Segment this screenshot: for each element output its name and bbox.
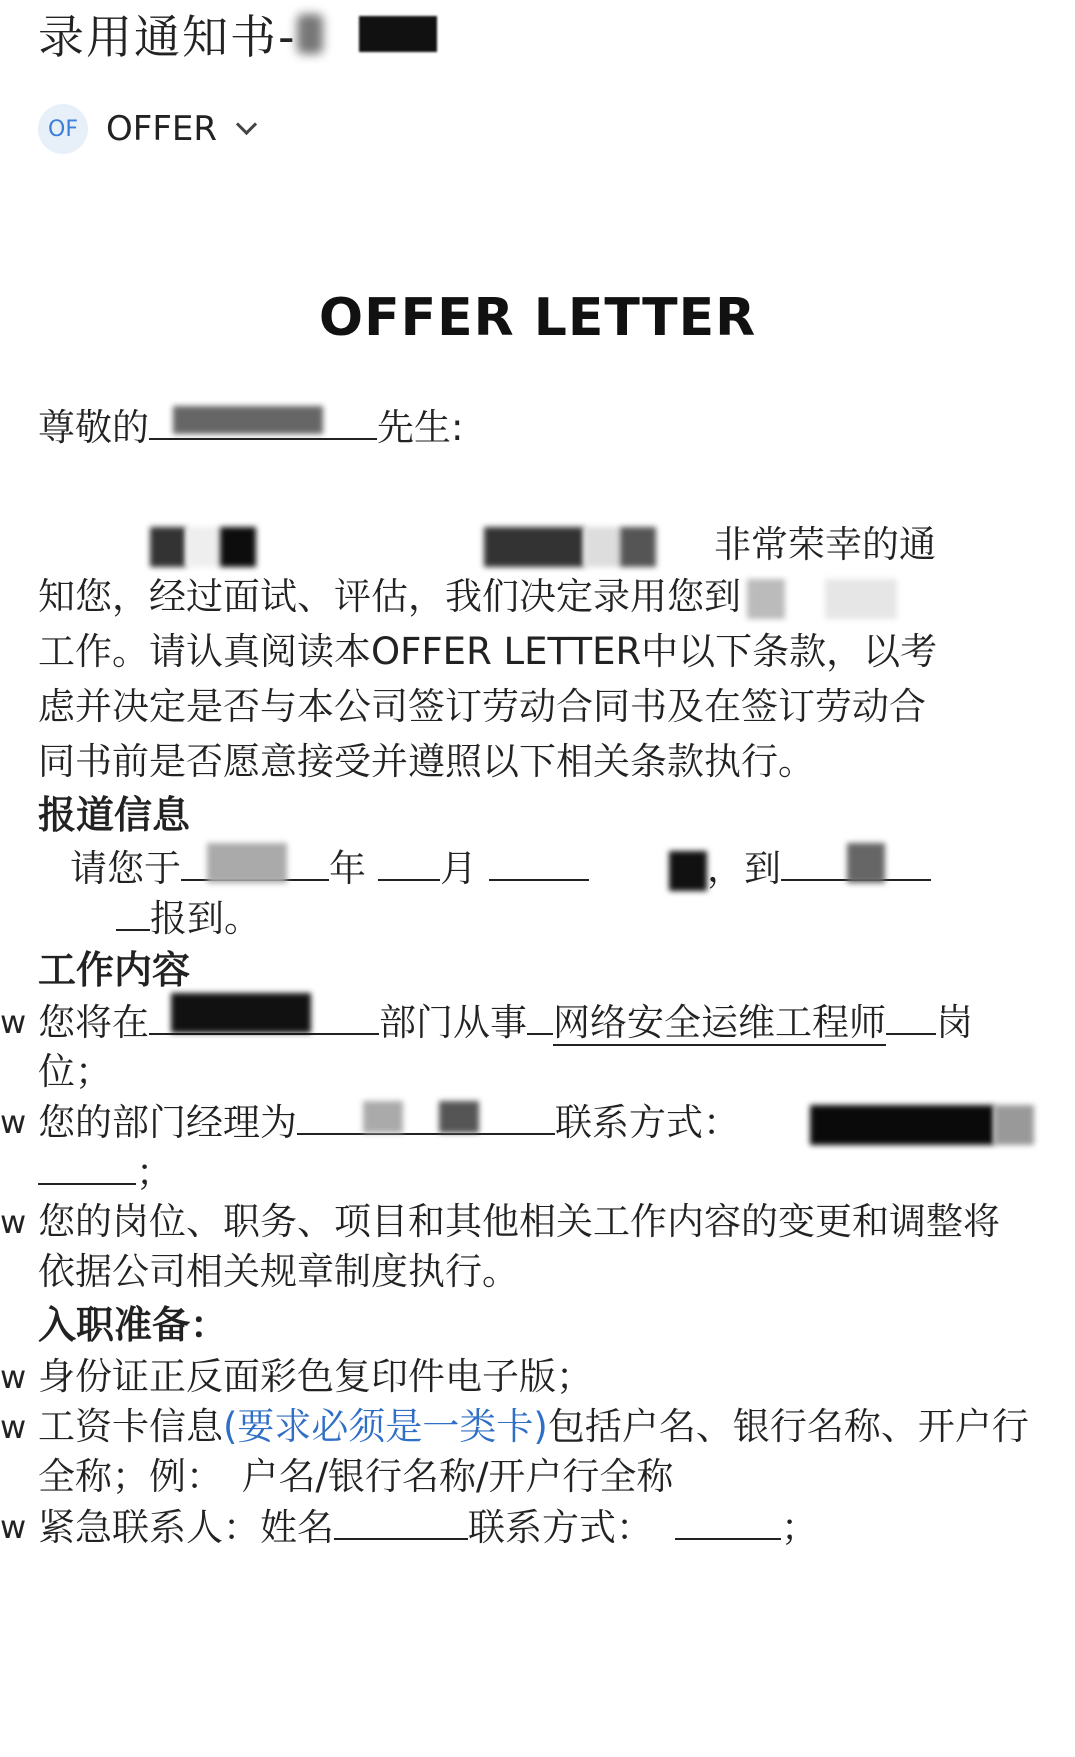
salutation-post: 先生: [377, 406, 464, 449]
redacted-text [150, 527, 186, 567]
bullet-marker: w [0, 1003, 27, 1041]
redacted-text [669, 851, 707, 891]
redacted-text [220, 527, 256, 567]
redacted-text [584, 527, 620, 567]
chevron-down-icon[interactable] [236, 113, 257, 134]
job-content-heading: 工作内容 [38, 948, 191, 992]
redacted-subject-part [359, 16, 437, 52]
onboarding-heading: 入职准备： [38, 1303, 229, 1347]
job-item-1-line-2 [38, 1047, 112, 1097]
onboarding-text: ； [781, 1506, 818, 1549]
month-blank [378, 843, 440, 881]
redacted-manager [363, 1101, 403, 1133]
redacted-manager [439, 1101, 479, 1133]
place-blank [781, 843, 931, 881]
salutation-pre: 尊敬的 [38, 406, 149, 449]
onboarding-item-1: 身份证正反面彩色复印件电子版； [38, 1355, 593, 1398]
redacted-text [747, 579, 785, 619]
redacted-subject-part [297, 14, 323, 54]
report-text: 请您于 [70, 847, 181, 890]
card-requirement-note: (要求必须是一类卡) [223, 1405, 548, 1448]
job-item-2 [38, 1097, 1034, 1148]
redacted-contact [810, 1105, 994, 1145]
year-blank [181, 843, 329, 881]
job-text: 您将在 [38, 1001, 149, 1044]
redacted-text [620, 527, 656, 567]
position-value: 网络安全运维工程师 [553, 1001, 886, 1044]
job-item-1 [38, 997, 973, 1048]
onboarding-item-2 [38, 1402, 1029, 1452]
redacted-year [207, 843, 287, 883]
job-text: 位； [38, 1050, 112, 1093]
bullet-marker: w [0, 1508, 27, 1546]
redacted-department [171, 993, 311, 1033]
day-blank [489, 843, 589, 881]
job-item-2-line-2 [38, 1147, 173, 1198]
report-info-heading: 报道信息 [38, 793, 191, 837]
report-line-2 [38, 893, 261, 944]
onboarding-text: 联系方式： [468, 1506, 653, 1549]
intro-line-5: 同书前是否愿意接受并遵照以下相关条款执行。 [38, 740, 815, 783]
letter-title: OFFER LETTER [318, 288, 757, 348]
redacted-contact [994, 1105, 1034, 1145]
sender-row[interactable] [38, 104, 254, 154]
name-blank [149, 402, 377, 440]
intro-end: 非常荣幸的通 [714, 523, 936, 566]
job-item-3: 您的岗位、职务、项目和其他相关工作内容的变更和调整将 [38, 1200, 1000, 1243]
bullet-marker: w [0, 1203, 27, 1241]
year-label: 年 [329, 847, 366, 890]
intro-line-2 [38, 572, 897, 622]
intro-text: 知您，经过面试、评估，我们决定录用您到 [38, 575, 741, 618]
to-label: ，到 [707, 847, 781, 890]
bullet-marker: w [0, 1358, 27, 1396]
contact-phone-blank [675, 1502, 781, 1540]
bullet-marker: w [0, 1408, 27, 1446]
job-text: 岗 [936, 1001, 973, 1044]
sender-avatar[interactable]: OF [38, 104, 88, 154]
manager-blank [297, 1097, 555, 1135]
onboarding-text: 包括户名、银行名称、开户行 [547, 1405, 1029, 1448]
bullet-marker: w [0, 1103, 27, 1141]
job-item-3-line-2: 依据公司相关规章制度执行。 [38, 1250, 519, 1293]
redacted-text [186, 527, 220, 567]
job-text: 联系方式： [555, 1101, 740, 1144]
onboarding-item-3 [38, 1502, 818, 1553]
intro-line-3: 工作。请认真阅读本OFFER LETTER中以下条款，以考 [38, 630, 938, 673]
redacted-text [484, 527, 584, 567]
intro-line-1 [38, 520, 936, 570]
redacted-text [825, 579, 897, 619]
position-blank [527, 997, 553, 1035]
redacted-place [847, 843, 885, 883]
report-end: 报到。 [150, 897, 261, 940]
onboarding-text: 工资卡信息 [38, 1405, 223, 1448]
month-label: 月 [440, 847, 477, 890]
sender-name[interactable]: OFFER [106, 109, 217, 149]
report-date-line [70, 843, 931, 894]
place-blank-cont [116, 893, 150, 931]
redacted-name [173, 406, 323, 434]
job-text: 您的部门经理为 [38, 1101, 297, 1144]
department-blank [149, 997, 379, 1035]
salutation [38, 402, 463, 453]
onboarding-text: 紧急联系人：姓名 [38, 1506, 334, 1549]
email-subject: 录用通知书- [38, 10, 297, 64]
job-text: ； [136, 1151, 173, 1194]
position-blank-end [886, 997, 936, 1035]
contact-name-blank [334, 1502, 468, 1540]
email-subject-row [38, 4, 437, 64]
job-text: 部门从事 [379, 1001, 527, 1044]
onboarding-item-2-line-2: 全称；例： 户名/银行名称/开户行全称 [38, 1455, 674, 1498]
contact-blank [38, 1147, 136, 1185]
intro-line-4: 虑并决定是否与本公司签订劳动合同书及在签订劳动合 [38, 685, 926, 728]
